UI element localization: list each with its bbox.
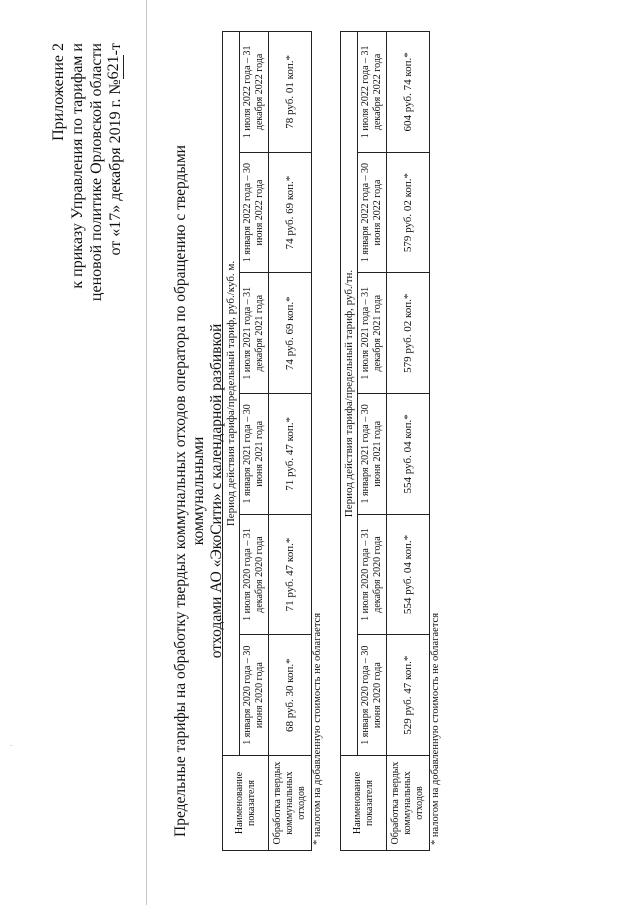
appendix-line: к приказу Управления по тарифам и — [69, 43, 86, 289]
tariff-value: 604 руб. 74 коп.* — [387, 32, 430, 153]
period-cell: 1 января 2022 года – 30 июня 2022 года — [240, 152, 269, 273]
scan-speck: · — [10, 742, 13, 750]
tariff-value: 579 руб. 02 коп.* — [387, 273, 430, 394]
tariff-value: 71 руб. 47 коп.* — [269, 514, 312, 635]
tariff-value: 554 руб. 04 коп.* — [387, 514, 430, 635]
vat-note: * налогом на добавленную стоимость не облагается — [312, 612, 323, 845]
period-header: Период действия тарифа/предельный тариф, руб./куб. м. — [223, 32, 240, 756]
appendix-block — [49, 43, 126, 323]
period-cell: 1 июля 2022 года – 31 декабря 2022 года — [240, 32, 269, 153]
period-cell: 1 июля 2020 года – 31 декабря 2020 года — [240, 514, 269, 635]
order-suffix: -т — [107, 43, 124, 56]
order-number: 621 — [105, 55, 122, 80]
period-header: Период действия тарифа/предельный тариф, руб./тн. — [341, 32, 358, 756]
order-date: от «17» декабря 2019 г. № — [107, 79, 124, 256]
tariff-table-volume — [222, 31, 312, 851]
order-date-line — [106, 43, 126, 323]
period-cell: 1 января 2022 года – 30 июня 2022 года — [358, 152, 387, 273]
tariff-value: 529 руб. 47 коп.* — [387, 635, 430, 756]
period-cell: 1 июля 2021 года – 31 декабря 2021 года — [240, 273, 269, 394]
tariff-value: 554 руб. 04 коп.* — [387, 394, 430, 515]
tariff-value: 74 руб. 69 коп.* — [269, 273, 312, 394]
period-cell: 1 января 2021 года – 30 июня 2021 года — [240, 394, 269, 515]
appendix-line: ценовой политике Орловской области — [88, 43, 105, 302]
indicator-header: Наименование показателя — [341, 756, 387, 851]
tariff-value: 78 руб. 01 коп.* — [269, 32, 312, 153]
period-cell: 1 января 2021 года – 30 июня 2021 года — [358, 394, 387, 515]
indicator-header: Наименование показателя — [223, 756, 269, 851]
document-heading — [172, 131, 226, 851]
rotated-document — [22, 15, 602, 895]
heading-line-1: Предельные тарифы на обработку твердых коммунальных отходов оператора по обращению с твердыми коммунальными — [172, 145, 207, 837]
tariff-value: 74 руб. 69 коп.* — [269, 152, 312, 273]
period-cell: 1 июля 2022 года – 31 декабря 2022 года — [358, 32, 387, 153]
vat-note: * налогом на добавленную стоимость не облагается — [430, 612, 441, 845]
tariff-value: 68 руб. 30 коп.* — [269, 635, 312, 756]
period-cell: 1 января 2020 года – 30 июня 2020 года — [358, 635, 387, 756]
tariff-value: 71 руб. 47 коп.* — [269, 394, 312, 515]
row-name: Обработка твердых коммунальных отходов — [269, 756, 312, 851]
period-cell: 1 июля 2021 года – 31 декабря 2021 года — [358, 273, 387, 394]
appendix-title: Приложение 2 — [50, 43, 67, 141]
row-name: Обработка твердых коммунальных отходов — [387, 756, 430, 851]
period-cell: 1 января 2020 года – 30 июня 2020 года — [240, 635, 269, 756]
tariff-table-weight — [340, 31, 430, 851]
tariff-value: 579 руб. 02 коп.* — [387, 152, 430, 273]
period-cell: 1 июля 2020 года – 31 декабря 2020 года — [358, 514, 387, 635]
heading-line-2: отходами АО «ЭкоСити» с календарной разбивкой — [208, 323, 225, 659]
